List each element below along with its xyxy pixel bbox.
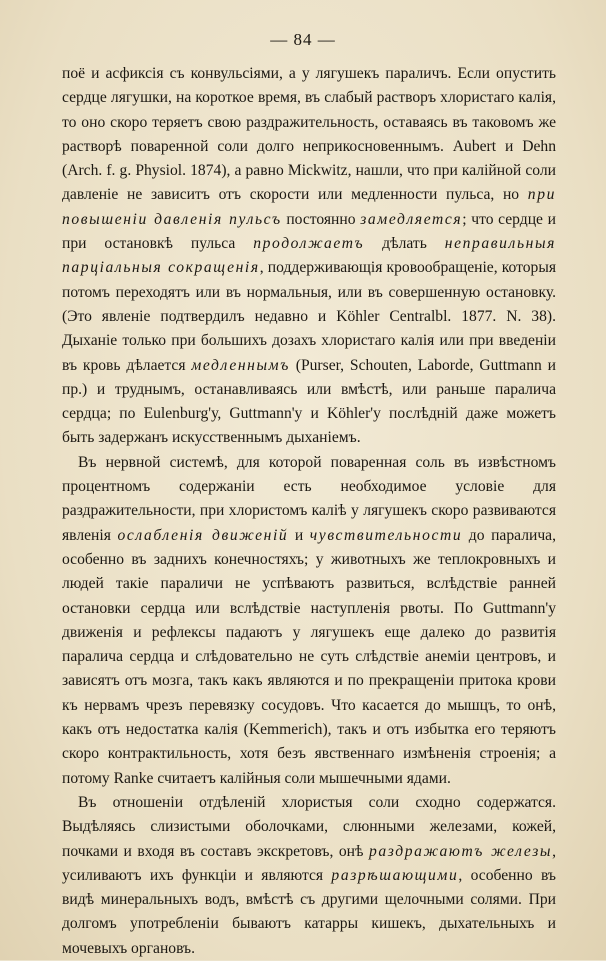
text-run: Въ нервной системѣ, для которой поваренная соль въ извѣстномъ процентномъ содержаніи есть необходимое условіе для раздражительности, при хлористомъ каліѣ у лягушекъ скоро развиваются явленія <box>62 453 556 544</box>
text-run: постоянно <box>281 210 361 228</box>
spaced-emphasis: разрѣшающими <box>331 866 459 884</box>
text-run: (Purser, Schouten, Laborde, Guttmann и пр.) и труднымъ, останавливаясь или вмѣстѣ, или раньше паралича сердца; по Eulenburg'у, Guttmann'у и Köhler'у послѣдній даже можетъ быть задержанъ искусственнымъ дыханіемъ. <box>62 356 556 447</box>
text-run: ; что сердце и при остановкѣ пульса <box>62 210 556 253</box>
text-run: дѣлать <box>364 235 445 253</box>
text-run: Въ отношеніи отдѣленій хлористыя соли сходно содержатся. Выдѣляясь слизистыми оболочками, слюнными железами, кожей, почками и входя въ составъ экскретовъ, онѣ <box>62 793 556 860</box>
spaced-emphasis: ослабленія движеній <box>117 526 289 544</box>
text-run: до паралича, особенно въ заднихъ конечностяхъ; у животныхъ же теплокровныхъ и людей такіе параличи не успѣваютъ развиться, вслѣдствіе ранней остановки сердца или вслѣдствіе наступленія рвоты. По Guttmann'у движенія и рефлексы падаютъ у лягушекъ еще далеко до развитія паралича сердца и слѣдовательно не суть слѣдствіе анеміи центровъ, и зависятъ отъ мозга, такъ какъ являются и по прекращеніи притока крови къ нервамъ чрезъ перевязку сосудовъ. Что касается до мышцъ, то онѣ, какъ отъ недостатка калія (Kemmerich), такъ и отъ избытка его теряютъ скоро контрактильность, хотя безъ явственнаго измѣненія строенія; а потому Ranke считаетъ калійныя соли мышечными ядами. <box>62 526 556 787</box>
spaced-emphasis: неправильныя парціальныя сокращенія <box>62 235 556 277</box>
text-run: , поддерживающія кровообращеніе, которыя потомъ переходятъ или въ нормальныя, или въ совершенную остановку. (Это явленіе подтвердилъ недавно и Köhler Centralbl. 1877. N. 38). Дыханіе только при большихъ дозахъ хлористаго калія или при введеніи въ кровь дѣлается <box>62 259 556 374</box>
spaced-emphasis: замедляется <box>360 210 463 228</box>
text-run: , усиливаютъ ихъ функціи и являются <box>62 842 556 884</box>
body-text <box>62 62 556 961</box>
page-number: — 84 — <box>270 30 336 49</box>
text-run: , особенно въ видѣ минеральныхъ водъ, вмѣстѣ съ другими щелочными солями. При долгомъ употребленіи бываютъ катарры кишекъ, дыхательныхъ и мочевыхъ органовъ. <box>62 866 556 957</box>
paragraph <box>62 62 556 451</box>
spaced-emphasis: при повышеніи давленія пульсъ <box>62 186 556 228</box>
spaced-emphasis: медленнымъ <box>191 356 290 374</box>
spaced-emphasis: чувствительности <box>309 526 463 544</box>
text-run: и <box>288 526 310 544</box>
paragraph <box>62 451 556 791</box>
spaced-emphasis: раздражаютъ железы <box>369 842 553 860</box>
text-run: поё и асфиксія съ конвульсіями, а у лягушекъ параличъ. Если опустить сердце лягушки, на короткое время, въ слабый растворъ хлористаго калія, то оно скоро теряетъ свою раздражительность, оставаясь въ таковомъ же растворѣ поваренной соли долго неприкосновеннымъ. Aubert и Dehn (Arch. f. g. Physiol. 1874), а равно Mickwitz, нашли, что при калійной соли давленіе не зависитъ отъ скорости или медленности пульса, но <box>62 65 556 204</box>
paragraph <box>62 791 556 961</box>
spaced-emphasis: продолжаетъ <box>253 235 365 253</box>
